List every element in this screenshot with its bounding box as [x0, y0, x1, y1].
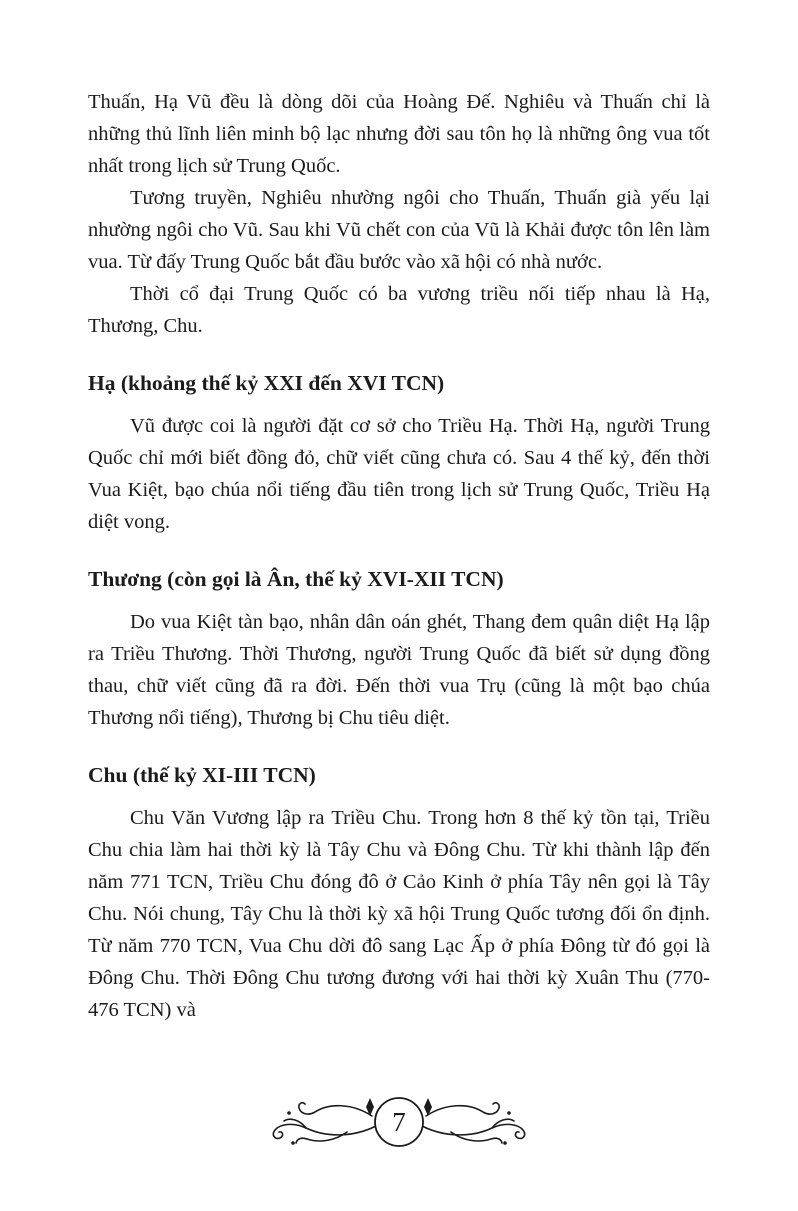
section-heading: Chu (thế kỷ XI-III TCN) [88, 763, 316, 787]
page-body-text [88, 86, 710, 1026]
paragraph: Vũ được coi là người đặt cơ sở cho Triều Hạ. Thời Hạ, người Trung Quốc chỉ mới biết đồng đỏ, chữ viết cũng chưa có. Sau 4 thế kỷ, đến thời Vua Kiệt, bạo chúa nổi tiếng đầu tiên trong lịch sử Trung Quốc, Triều Hạ diệt vong. [88, 415, 710, 533]
section-heading: Thương (còn gọi là Ân, thế kỷ XVI-XII TCN) [88, 567, 504, 591]
paragraph: Tương truyền, Nghiêu nhường ngôi cho Thuấn, Thuấn già yếu lại nhường ngôi cho Vũ. Sau khi Vũ chết con của Vũ là Khải được tôn lên làm vua. Từ đấy Trung Quốc bắt đầu bước vào xã hội có nhà nước. [88, 187, 710, 273]
paragraph: Chu Văn Vương lập ra Triều Chu. Trong hơn 8 thế kỷ tồn tại, Triều Chu chia làm hai thời kỳ là Tây Chu và Đông Chu. Từ khi thành lập đến năm 771 TCN, Triều Chu đóng đô ở Cảo Kinh ở phía Tây nên gọi là Tây Chu. Nói chung, Tây Chu là thời kỳ xã hội Trung Quốc tương đối ổn định. Từ năm 770 TCN, Vua Chu dời đô sang Lạc Ấp ở phía Đông từ đó gọi là Đông Chu. Thời Đông Chu tương đương với hai thời kỳ Xuân Thu (770-476 TCN) và [88, 807, 710, 1021]
section-chu [88, 760, 710, 1026]
paragraph: Thời cổ đại Trung Quốc có ba vương triều nối tiếp nhau là Hạ, Thương, Chu. [88, 283, 710, 337]
flourish-ornament-icon [249, 1085, 549, 1159]
section-thuong [88, 564, 710, 734]
section-ha [88, 368, 710, 538]
section-heading: Hạ (khoảng thế kỷ XXI đến XVI TCN) [88, 371, 445, 395]
paragraph-continuation: Thuấn, Hạ Vũ đều là dòng dõi của Hoàng Đế. Nghiêu và Thuấn chỉ là những thủ lĩnh liên minh bộ lạc nhưng đời sau tôn họ là những ông vua tốt nhất trong lịch sử Trung Quốc. [88, 91, 710, 177]
paragraph: Do vua Kiệt tàn bạo, nhân dân oán ghét, Thang đem quân diệt Hạ lập ra Triều Thương. Thời Thương, người Trung Quốc đã biết sử dụng đồng thau, chữ viết cũng đã ra đời. Đến thời vua Trụ (cũng là một bạo chúa Thương nổi tiếng), Thương bị Chu tiêu diệt. [88, 611, 710, 729]
page-footer [0, 1085, 798, 1159]
page-number: 7 [392, 1107, 406, 1137]
